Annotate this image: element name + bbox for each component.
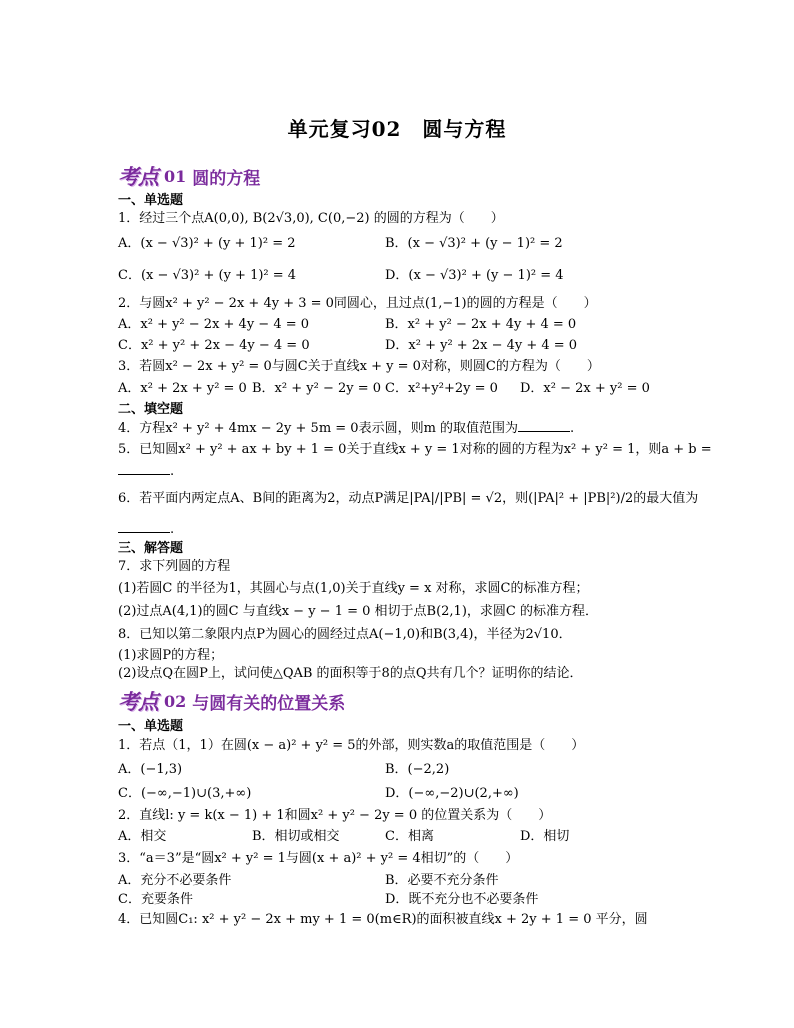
answer-blank (118, 520, 170, 533)
question-5: 5．已知圆x² + y² + ax + by + 1 = 0关于直线x + y = 1对称的圆的方程为x² + y² = 1，则a + b = (118, 442, 712, 457)
option-b: B．(−2,2) (385, 762, 450, 777)
option-b: B．(x − √3)² + (y − 1)² = 2 (385, 236, 563, 251)
question-4: 4．已知圆C₁: x² + y² − 2x + my + 1 = 0(m∈R)的面积被直线x + 2y + 1 = 0 平分，圆 (118, 912, 648, 927)
section-badge: 考点 (118, 690, 158, 714)
section-header-02 (118, 686, 345, 716)
question-1: 1．若点（1，1）在圆(x − a)² + y² = 5的外部，则实数a的取值范围是（ ） (118, 738, 585, 753)
option-d: D．x² + y² + 2x − 4y + 4 = 0 (385, 338, 578, 353)
option-b: B．必要不充分条件 (385, 873, 499, 888)
question-4: 4．方程x² + y² + 4mx − 2y + 5m = 0表示圆，则m 的取值范围为 . (118, 421, 575, 436)
question-7-part-2: (2)过点A(4,1)的圆C 与直线x − y − 1 = 0 相切于点B(2,1)，求圆C 的标准方程． (118, 604, 598, 619)
option-c: C．相离 (385, 829, 434, 844)
section-badge: 考点 (118, 165, 158, 189)
option-c: C．充要条件 (118, 892, 193, 907)
question-8-part-1: (1)求圆P的方程； (118, 648, 224, 663)
section-number: 01 (164, 166, 187, 186)
question-8-part-2: (2)设点Q在圆P上，试问使△QAB 的面积等于8的点Q共有几个？证明你的结论． (118, 666, 583, 681)
answer-blank (118, 462, 170, 475)
answer-blank-line: . (118, 520, 174, 539)
question-8: 8．已知以第二象限内点P为圆心的圆经过点A(−1,0)和B(3,4)，半径为2√10． (118, 627, 572, 642)
option-b: B．x² + y² − 2x + 4y + 4 = 0 (385, 317, 577, 332)
option-b: B．x² + y² − 2y = 0 (252, 381, 382, 396)
question-7-part-1: (1)若圆C 的半径为1，其圆心与点(1,0)关于直线y = x 对称，求圆C的标准方程； (118, 581, 589, 596)
option-d: D．既不充分也不必要条件 (385, 892, 539, 907)
answer-blank-line: . (118, 462, 174, 481)
answer-blank (518, 419, 570, 432)
option-c: C．x² + y² + 2x − 4y − 4 = 0 (118, 338, 310, 353)
option-c: C．x²+y²+2y = 0 (385, 381, 498, 396)
option-d: D．(x − √3)² + (y − 1)² = 4 (385, 268, 564, 283)
option-a: A．x² + 2x + y² = 0 (118, 381, 247, 396)
option-a: A．(−1,3) (118, 762, 183, 777)
question-7: 7．求下列圆的方程 (118, 559, 231, 574)
heading-solution: 三、解答题 (118, 541, 184, 556)
question-2: 2．直线l: y = k(x − 1) + 1和圆x² + y² − 2y = 0 的位置关系为（ ） (118, 808, 552, 823)
question-6: 6．若平面内两定点A、B间的距离为2，动点P满足|PA|/|PB| = √2，则(|PA|² + |PB|²)/2的最大值为 (118, 491, 699, 506)
section-title: 与圆有关的位置关系 (192, 693, 346, 714)
option-d: D．相切 (520, 829, 570, 844)
question-4-text: 4．方程x² + y² + 4mx − 2y + 5m = 0表示圆，则m 的取值范围为 (118, 421, 519, 436)
section-title: 圆的方程 (192, 168, 261, 189)
option-c: C．(x − √3)² + (y + 1)² = 4 (118, 268, 297, 283)
option-c: C．(−∞,−1)∪(3,+∞) (118, 786, 252, 801)
section-number: 02 (164, 691, 187, 711)
option-d: D．x² − 2x + y² = 0 (520, 381, 650, 396)
question-3: 3．“a＝3”是“圆x² + y² = 1与圆(x + a)² + y² = 4相切”的（ ） (118, 851, 519, 866)
heading-single-choice: 一、单选题 (118, 719, 184, 734)
heading-fill-blank: 二、填空题 (118, 402, 184, 417)
question-2: 2．与圆x² + y² − 2x + 4y + 3 = 0同圆心，且过点(1,−1)的圆的方程是（ ） (118, 296, 597, 311)
question-3: 3．若圆x² − 2x + y² = 0与圆C关于直线x + y = 0对称，则圆C的方程为（ ） (118, 359, 600, 374)
option-a: A．(x − √3)² + (y + 1)² = 2 (118, 236, 296, 251)
option-d: D．(−∞,−2)∪(2,+∞) (385, 786, 519, 801)
option-a: A．充分不必要条件 (118, 873, 232, 888)
option-a: A．x² + y² − 2x + 4y − 4 = 0 (118, 317, 310, 332)
option-a: A．相交 (118, 829, 167, 844)
heading-single-choice: 一、单选题 (118, 193, 184, 208)
option-b: B．相切或相交 (252, 829, 340, 844)
section-header-01 (118, 161, 260, 191)
page-title: 单元复习02 圆与方程 (287, 117, 507, 141)
question-1: 1．经过三个点A(0,0), B(2√3,0), C(0,−2) 的圆的方程为（ ） (118, 211, 504, 226)
